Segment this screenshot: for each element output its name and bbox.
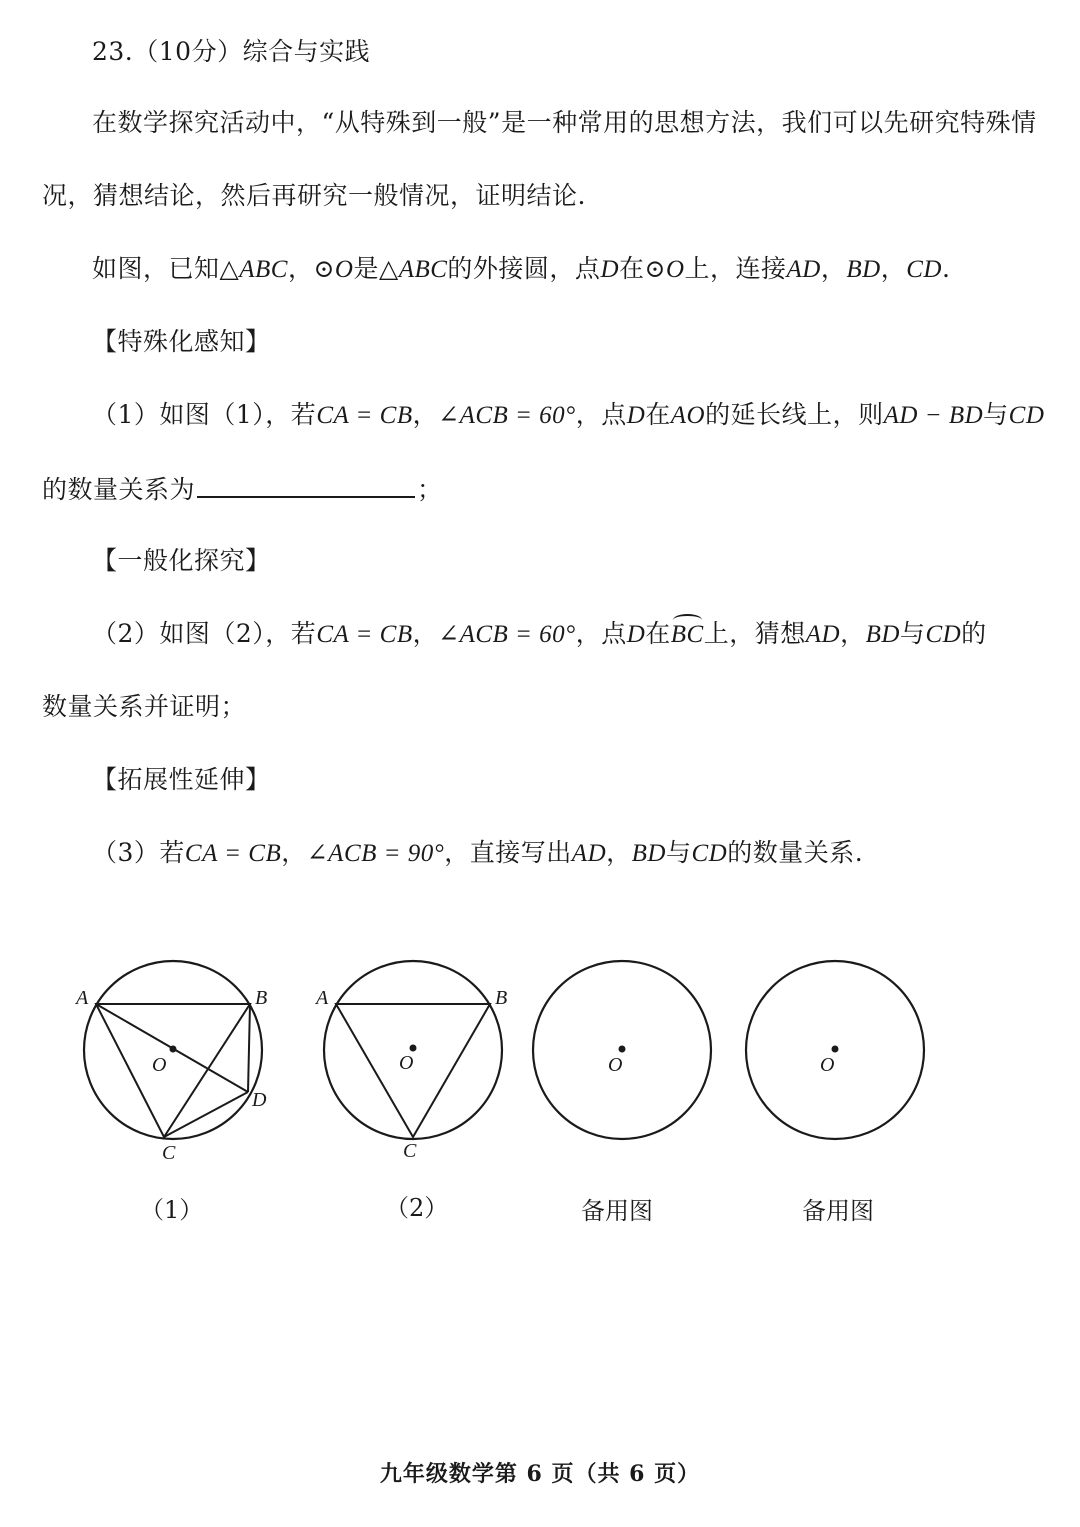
question-1-line-1: （1）如图（1），若CA = CB，∠ACB = 60°，点D在AO的延长线上，则AD − BD与CD [92,400,1045,429]
label-b-fig1: B [255,987,268,1009]
label-c-fig1: C [162,1142,176,1164]
figure-2 [314,961,507,1162]
label-b-fig2: B [495,987,508,1009]
label-a-fig1: A [76,987,89,1009]
figure-4 [746,961,924,1139]
segment-bd-fig1 [248,1004,250,1092]
caption-figure-2: （2） [385,1194,449,1222]
question-1-line-2: 的数量关系为 ； [42,475,443,504]
center-dot-fig3 [619,1046,626,1053]
caption-figure-3: 备用图 [581,1197,653,1225]
answer-blank[interactable] [197,474,415,498]
label-o-fig2: O [399,1052,414,1074]
caption-figure-4: 备用图 [802,1197,874,1225]
figures-panel [0,940,1080,1180]
center-dot-fig4 [832,1046,839,1053]
figure-1 [74,961,267,1164]
center-dot-fig2 [410,1045,417,1052]
question-2-line-1: （2）如图（2），若CA = CB，∠ACB = 60°，点D在BC上，猜想AD，BD与CD的 [92,619,987,648]
label-a-fig2: A [316,987,329,1009]
section-title-extension: 【拓展性延伸】 [92,765,271,794]
label-o-fig1: O [152,1054,167,1076]
label-d-fig1: D [252,1089,267,1111]
arc-bc: BC [670,621,704,648]
label-o-fig4: O [820,1054,835,1076]
intro-line-2: 况，猜想结论，然后再研究一般情况，证明结论. [42,181,586,210]
center-dot-fig1 [170,1046,177,1053]
question-2-line-2: 数量关系并证明； [42,692,247,721]
problem-header: 23.（10分）综合与实践 [92,37,371,66]
intro-line-1: 在数学探究活动中，“从特殊到一般”是一种常用的思想方法，我们可以先研究特殊情 [92,108,1037,137]
figure-3 [533,961,711,1139]
question-3: （3）若CA = CB，∠ACB = 90°，直接写出AD，BD与CD的数量关系. [92,838,864,867]
caption-figure-1: （1） [140,1196,204,1224]
label-c-fig2: C [403,1140,417,1162]
given-statement: 如图，已知△ABC，⊙O是△ABC的外接圆，点D在⊙O上，连接AD，BD，CD. [92,254,951,283]
section-title-special: 【特殊化感知】 [92,327,271,356]
triangle-abc-fig1 [96,1004,250,1137]
page-footer: 九年级数学第 6 页（共 6 页） [379,1461,701,1487]
section-title-general: 【一般化探究】 [92,546,271,575]
label-o-fig3: O [608,1054,623,1076]
